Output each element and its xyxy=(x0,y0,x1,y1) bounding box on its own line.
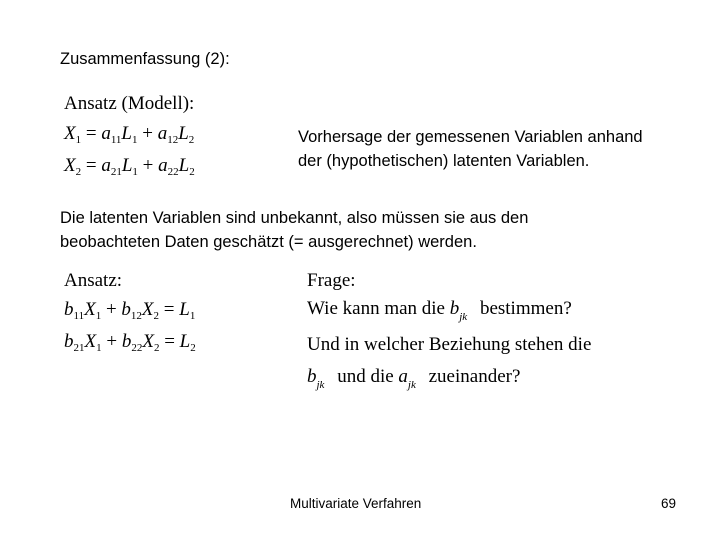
equals-sign: = xyxy=(163,299,175,320)
eq-var: L xyxy=(179,299,190,320)
question-var-sub: jk xyxy=(316,379,325,391)
eq-coef: b xyxy=(121,331,132,352)
model-heading: Ansatz (Modell): xyxy=(64,93,195,114)
equals-sign: = xyxy=(85,155,97,176)
question-text: und die xyxy=(337,366,399,387)
eq-var: L xyxy=(121,155,133,176)
ansatz-equation-2 xyxy=(64,331,196,353)
model-equation-2 xyxy=(64,155,195,177)
eq-sub: 1 xyxy=(75,134,82,146)
question-var: b xyxy=(449,298,460,319)
question-line-3 xyxy=(307,366,521,391)
plus-sign: + xyxy=(106,331,118,352)
eq-var: X xyxy=(142,331,154,352)
eq-coef: b xyxy=(64,299,74,320)
question-text: zueinander? xyxy=(428,366,521,387)
ansatz-heading: Ansatz: xyxy=(64,270,123,291)
eq-sub: 21 xyxy=(110,166,122,178)
model-description xyxy=(298,125,643,173)
eq-coef: a xyxy=(101,123,111,144)
eq-coef: b xyxy=(64,331,74,352)
ansatz-equation-1 xyxy=(64,299,195,321)
eq-var: X xyxy=(64,155,76,176)
eq-var: L xyxy=(179,331,191,352)
equals-sign: = xyxy=(85,123,97,144)
equals-sign: = xyxy=(164,331,175,352)
eq-var: X xyxy=(64,123,76,144)
question-line-2: Und in welcher Beziehung stehen die xyxy=(307,334,592,355)
eq-sub: 22 xyxy=(131,342,143,354)
eq-var: L xyxy=(178,123,189,144)
eq-sub: 1 xyxy=(96,342,102,354)
eq-sub: 21 xyxy=(73,342,85,354)
question-var-sub: jk xyxy=(407,379,416,391)
page-number: 69 xyxy=(661,496,677,511)
eq-var: X xyxy=(84,331,97,352)
model-description-line: der (hypothetischen) latenten Variablen. xyxy=(298,152,590,170)
eq-sub: 12 xyxy=(167,134,179,146)
eq-sub: 1 xyxy=(132,134,138,146)
plus-sign: + xyxy=(142,155,154,176)
eq-sub: 1 xyxy=(189,310,196,322)
eq-var: L xyxy=(121,123,132,144)
eq-sub: 22 xyxy=(167,166,179,178)
eq-sub: 2 xyxy=(190,342,196,354)
eq-sub: 2 xyxy=(153,342,160,354)
footer-text: Multivariate Verfahren xyxy=(290,496,422,511)
eq-sub: 11 xyxy=(110,134,122,146)
question-line-1 xyxy=(307,298,572,323)
eq-sub: 1 xyxy=(95,310,102,322)
question-var-sub: jk xyxy=(459,311,468,323)
eq-var: X xyxy=(141,299,154,320)
eq-coef: a xyxy=(101,155,111,176)
eq-coef: a xyxy=(157,123,168,144)
eq-sub: 2 xyxy=(189,166,195,178)
eq-coef: b xyxy=(121,299,131,320)
question-text: bestimmen? xyxy=(479,298,572,319)
plus-sign: + xyxy=(105,299,117,320)
question-var: b xyxy=(307,366,317,387)
question-text: Wie kann man die xyxy=(307,298,450,319)
latent-text-line: Die latenten Variablen sind unbekannt, also müssen sie aus den xyxy=(60,209,529,227)
latent-variables-text xyxy=(60,206,528,254)
eq-sub: 12 xyxy=(130,310,142,322)
slide-title: Zusammenfassung (2): xyxy=(60,50,230,68)
plus-sign: + xyxy=(142,123,153,144)
model-description-line: Vorhersage der gemessenen Variablen anhand xyxy=(298,128,643,146)
question-heading: Frage: xyxy=(307,270,356,291)
eq-coef: a xyxy=(158,155,168,176)
eq-sub: 2 xyxy=(75,166,82,178)
model-equation-1 xyxy=(64,123,194,145)
eq-var: X xyxy=(84,299,96,320)
question-var: a xyxy=(398,366,408,387)
eq-sub: 2 xyxy=(188,134,195,146)
eq-sub: 2 xyxy=(153,310,160,322)
eq-var: L xyxy=(178,155,190,176)
eq-sub: 11 xyxy=(73,310,85,322)
latent-text-line: beobachteten Daten geschätzt (= ausgerechnet) werden. xyxy=(60,233,477,251)
eq-sub: 1 xyxy=(132,166,138,178)
